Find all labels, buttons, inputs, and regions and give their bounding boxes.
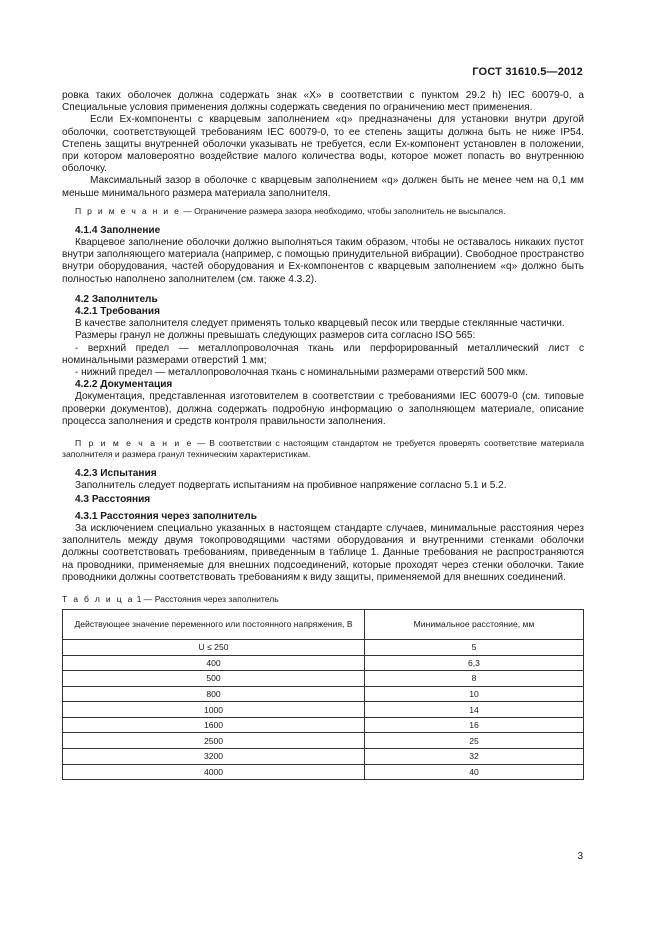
distances-table — [62, 609, 584, 780]
section-heading: 4.2.3 Испытания — [75, 468, 157, 480]
note — [62, 438, 584, 460]
note-label: П р и м е ч а н и е — [75, 205, 181, 216]
cell-distance: 10 — [365, 686, 584, 702]
paragraph: Максимальный зазор в оболочке с кварцевым заполнением «q» должен быть не менее чем на 0,1 мм меньше минимального размера материала заполнителя. — [62, 175, 584, 199]
column-header-distance: Минимальное расстояние, мм — [365, 609, 584, 639]
table-row — [63, 749, 584, 765]
table-caption-label: Т а б л и ц а — [62, 593, 135, 604]
cell-distance: 32 — [365, 749, 584, 765]
table-row — [63, 764, 584, 780]
paragraph: Размеры гранул не должны превышать следующих размеров сита согласно ISO 565: — [75, 330, 476, 342]
table-caption — [62, 594, 584, 605]
section-heading: 4.2 Заполнитель — [75, 293, 158, 305]
cell-voltage: 400 — [63, 655, 365, 671]
section-heading: 4.1.4 Заполнение — [75, 224, 161, 236]
paragraph: Кварцевое заполнение оболочки должно выполняться таким образом, чтобы не оставалось никаких пустот внутри заполняющего материала (например, с помощью принудительной вибрации). Свободное пространство внутри оборудования, частей оборудования и Ex-компонентов с кварцевым заполнением «q» должно быть полностью наполнено заполнителем (см. также 4.3.2). — [62, 237, 584, 285]
note — [62, 206, 584, 217]
table-caption-text: 1 — Расстояния через заполнитель — [134, 593, 279, 604]
section-heading: 4.2.1 Требования — [75, 306, 160, 318]
page-content — [62, 90, 584, 780]
cell-voltage: 1600 — [63, 717, 365, 733]
paragraph: Документация, представленная изготовителем в соответствии с требованиями IEC 60079-0 (см. типовые проверки документов), должна содержать подробную информацию о заполняющем материале, описание процесса заполнения и средств контроля правильности заполнения. — [62, 391, 584, 427]
note-text: — В соответствии с настоящим стандартом не требуется проверять соответствие материала заполнителя и размера гранул техническим характеристикам. — [62, 438, 584, 460]
table-row — [63, 686, 584, 702]
paragraph: В качестве заполнителя следует применять только кварцевый песок или твердые стеклянные частички. — [75, 318, 565, 330]
cell-voltage: 4000 — [63, 764, 365, 780]
table-row — [63, 702, 584, 718]
section-heading: 4.3 Расстояния — [75, 494, 151, 506]
page-number: 3 — [577, 851, 583, 862]
cell-distance: 40 — [365, 764, 584, 780]
cell-distance: 16 — [365, 717, 584, 733]
table-row — [63, 717, 584, 733]
cell-distance: 8 — [365, 671, 584, 687]
cell-voltage: 3200 — [63, 749, 365, 765]
section-heading: 4.2.2 Документация — [75, 379, 173, 391]
paragraph: Заполнитель следует подвергать испытаниям на пробивное напряжение согласно 5.1 и 5.2. — [75, 480, 507, 492]
paragraph: За исключением специально указанных в настоящем стандарте случаев, минимальные расстояния через заполнитель между двумя токопроводящими частями оборудования и внутренними стенками оболочки должны соответствовать требованиям, приведенным в таблице 1. Данные требования не распространяются на проводники, применяемые для внешних подсоединений, которые проходят через стенки оболочки. Такие проводники должны соответствовать требованиям к виду защиты, применяемой для внешних соединений. — [62, 522, 584, 583]
cell-distance: 5 — [365, 639, 584, 655]
table-body — [63, 639, 584, 779]
list-item: - нижний предел — металлопроволочная ткань с номинальными размерами отверстий 500 мкм. — [75, 367, 528, 379]
paragraph: Если Ех-компоненты с кварцевым заполнением «q» предназначены для установки внутри другой оболочки, соответствующей требованиям IEC 60079-0, то ее степень защиты должна быть не ниже IP54. Степень защиты внутренней оболочки указывать не требуется, если Ех-компонент установлен в положении, при котором маловероятно воздействие малого количества воды, которое может попасть во внутреннюю оболочку. — [62, 114, 584, 175]
cell-distance: 25 — [365, 733, 584, 749]
cell-voltage: U ≤ 250 — [63, 639, 365, 655]
standard-header: ГОСТ 31610.5—2012 — [472, 66, 583, 78]
table-row — [63, 639, 584, 655]
list-item: - верхний предел — металлопроволочная ткань или перфорированный металлический лист с номинальными размерами отверстий 1 мм; — [62, 342, 584, 366]
cell-voltage: 500 — [63, 671, 365, 687]
paragraph: ровка таких оболочек должна содержать знак «X» в соответствии с пунктом 29.2 h) IEC 60079-0, а Специальные условия применения должны содержать сведения по ограничению мест применения. — [62, 90, 584, 114]
column-header-voltage: Действующее значение переменного или постоянного напряжения, В — [63, 609, 365, 639]
section-heading: 4.3.1 Расстояния через заполнитель — [75, 510, 257, 522]
note-label: П р и м е ч а н и е — [75, 438, 194, 449]
cell-distance: 6,3 — [365, 655, 584, 671]
table-row — [63, 655, 584, 671]
table-row — [63, 671, 584, 687]
note-text: — Ограничение размера зазора необходимо, чтобы заполнитель не высыпался. — [180, 205, 506, 216]
cell-voltage: 2500 — [63, 733, 365, 749]
table-header-row — [63, 609, 584, 639]
cell-voltage: 800 — [63, 686, 365, 702]
cell-voltage: 1000 — [63, 702, 365, 718]
cell-distance: 14 — [365, 702, 584, 718]
table-row — [63, 733, 584, 749]
